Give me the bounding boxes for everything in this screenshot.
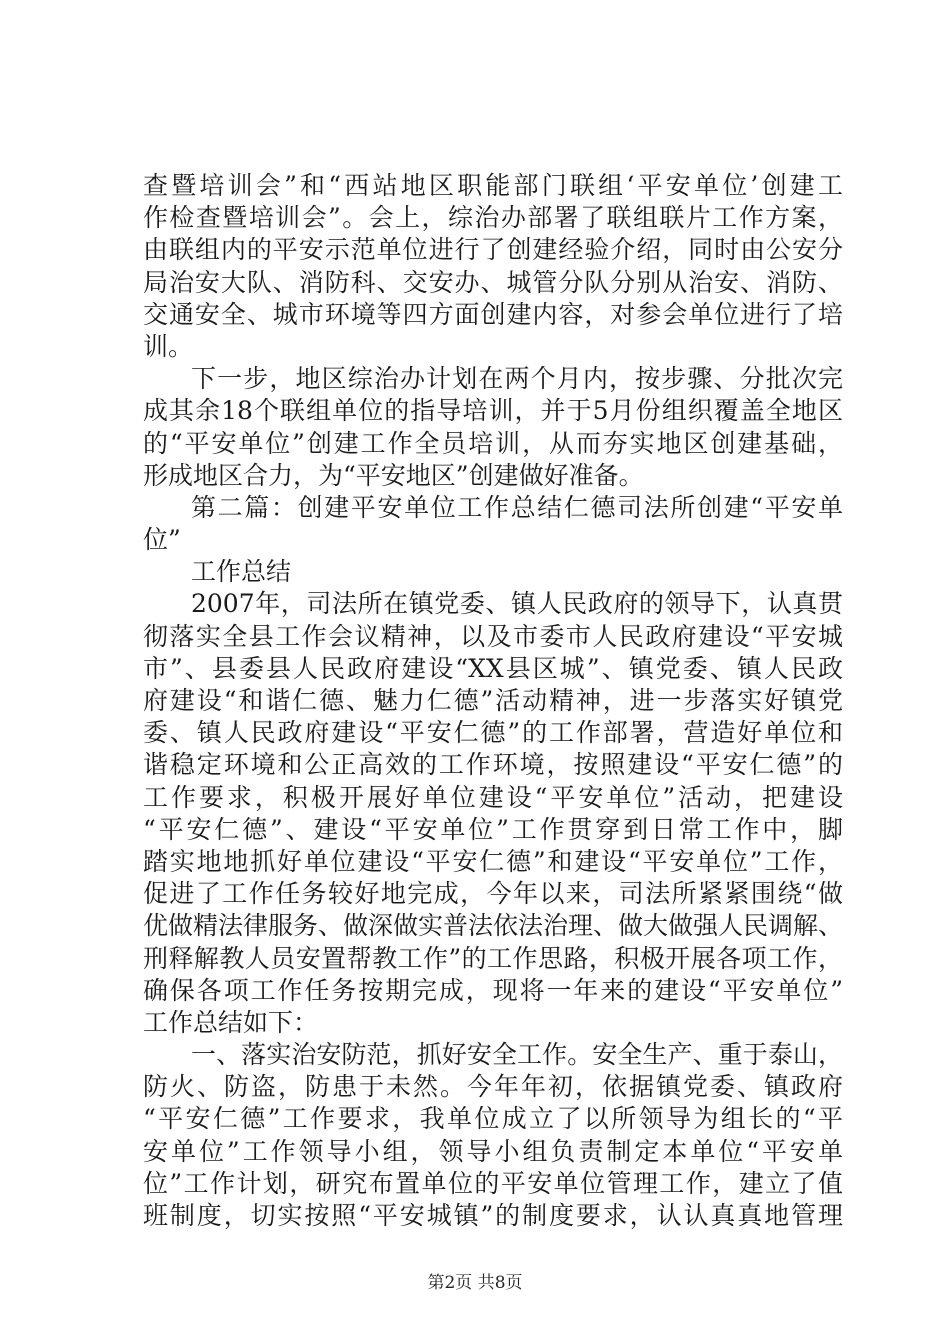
text-line: 刑释解教人员安置帮教工作”的工作思路，积极开展各项工作， bbox=[143, 943, 843, 973]
text-line: 班制度，切实按照“平安城镇”的制度要求，认认真真地管理 bbox=[143, 1201, 843, 1230]
text-line: 作检查暨培训会”。会上，综治办部署了联组联片工作方案， bbox=[143, 203, 843, 233]
text-line: 工作要求，积极开展好单位建设“平安单位”活动，把建设 bbox=[143, 782, 843, 812]
text-line: 市”、县委县人民政府建设“XX县区城”、镇党委、镇人民政 bbox=[143, 653, 843, 683]
text-line: 防火、防盗，防患于未然。今年年初，依据镇党委、镇政府 bbox=[143, 1072, 843, 1102]
text-line: 局治安大队、消防科、交安办、城管分队分别从治安、消防、 bbox=[143, 267, 843, 297]
text-line: 确保各项工作任务按期完成，现将一年来的建设“平安单位” bbox=[143, 975, 843, 1005]
text-line: “平安仁德”、建设“平安单位”工作贯穿到日常工作中，脚 bbox=[143, 814, 843, 844]
text-line: 训。 bbox=[143, 331, 194, 361]
text-line: 形成地区合力，为“平安地区”创建做好准备。 bbox=[143, 460, 644, 490]
text-line: 的“平安单位”创建工作全员培训，从而夯实地区创建基础， bbox=[143, 428, 843, 458]
text-line: 一、落实治安防范，抓好安全工作。安全生产、重于泰山， bbox=[191, 1040, 843, 1070]
text-line: 由联组内的平安示范单位进行了创建经验介绍，同时由公安分 bbox=[143, 235, 843, 265]
text-line: 优做精法律服务、做深做实普法依法治理、做大做强人民调解、 bbox=[143, 911, 844, 941]
document-body bbox=[143, 170, 843, 1232]
page-number-footer: 第2页 共8页 bbox=[427, 1273, 523, 1293]
text-line: 安单位”工作领导小组，领导小组负责制定本单位“平安单 bbox=[143, 1136, 843, 1166]
text-line: 促进了工作任务较好地完成，今年以来，司法所紧紧围绕“做 bbox=[143, 879, 843, 909]
text-line: “平安仁德”工作要求，我单位成立了以所领导为组长的“平 bbox=[143, 1104, 843, 1134]
text-line: 府建设“和谐仁德、魅力仁德”活动精神，进一步落实好镇党 bbox=[143, 686, 843, 715]
text-line: 工作总结如下： bbox=[143, 1007, 319, 1037]
text-line: 交通安全、城市环境等四方面创建内容，对参会单位进行了培 bbox=[143, 299, 843, 329]
section-heading: 第二篇：创建平安单位工作总结仁德司法所创建“平安单 bbox=[191, 492, 843, 522]
text-line: 下一步，地区综治办计划在两个月内，按步骤、分批次完 bbox=[191, 364, 843, 394]
text-line: 踏实地地抓好单位建设“平安仁德”和建设“平安单位”工作， bbox=[143, 846, 843, 876]
section-subheading: 工作总结 bbox=[191, 557, 292, 587]
text-line: 查暨培训会”和“西站地区职能部门联组‘平安单位’创建工 bbox=[143, 171, 843, 200]
text-line: 位”工作计划，研究布置单位的平安单位管理工作，建立了值 bbox=[143, 1168, 843, 1198]
text-line: 彻落实全县工作会议精神，以及市委市人民政府建设“平安城 bbox=[143, 621, 843, 651]
text-line: 谐稳定环境和公正高效的工作环境，按照建设“平安仁德”的 bbox=[143, 750, 843, 780]
text-line: 成其余18个联组单位的指导培训，并于5月份组织覆盖全地区 bbox=[143, 396, 843, 426]
text-line: 委、镇人民政府建设“平安仁德”的工作部署，营造好单位和 bbox=[143, 718, 843, 748]
text-line: 2007年，司法所在镇党委、镇人民政府的领导下，认真贯 bbox=[191, 589, 843, 619]
section-heading: 位” bbox=[143, 525, 181, 555]
